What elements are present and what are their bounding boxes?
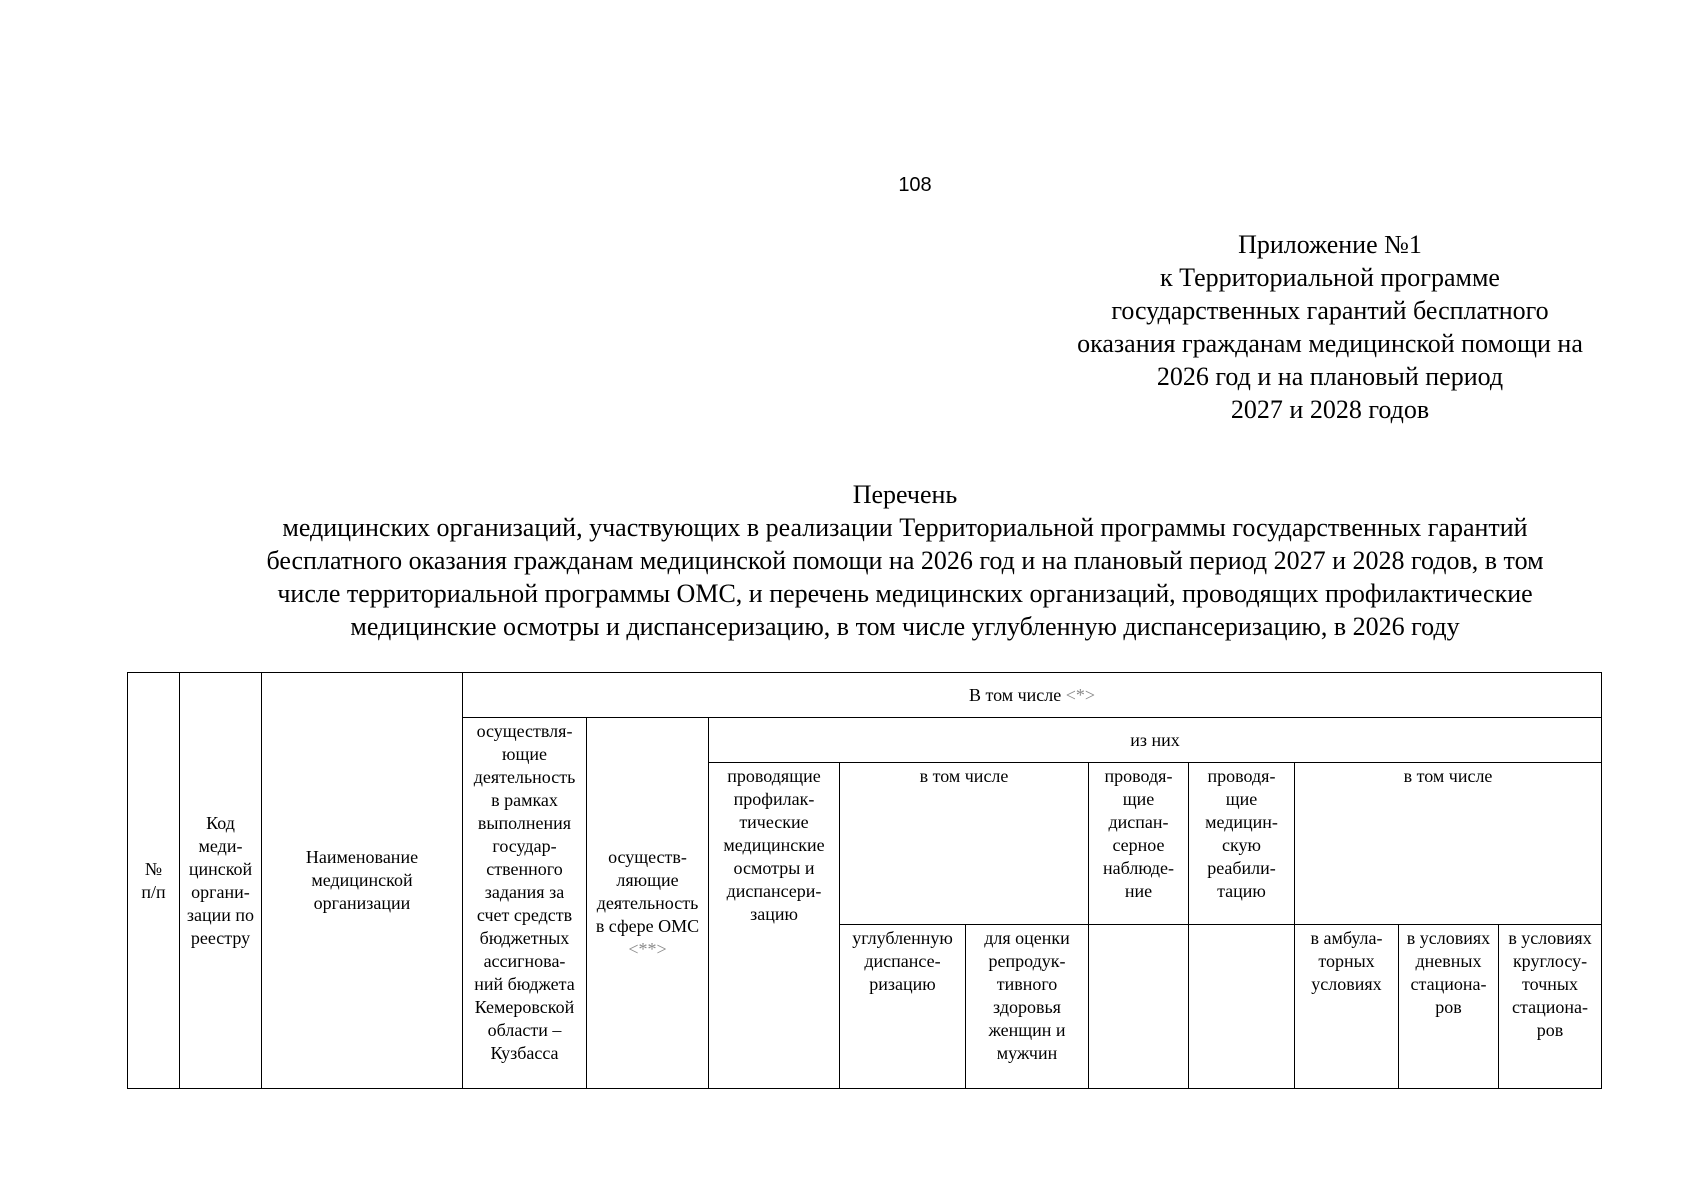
title-line: бесплатного оказания гражданам медицинской помощи на 2026 год и на плановый период 2027 и 2028 годов, в том — [266, 546, 1544, 575]
appendix-header — [1040, 228, 1620, 426]
header-code: Код меди- цинской органи- зации по реестру — [180, 673, 262, 1089]
page-number: 108 — [898, 174, 932, 196]
header-amb: в амбула- торных условиях — [1295, 925, 1399, 1089]
appendix-line: оказания гражданам медицинской помощи на — [1077, 329, 1583, 358]
title-line: медицинские осмотры и диспансеризацию, в том числе углубленную диспансеризацию, в 2026 году — [350, 612, 1460, 641]
appendix-line: 2026 год и на плановый период — [1156, 362, 1504, 391]
header-round: в условиях круглосу- точных стациона- ров — [1499, 925, 1602, 1089]
title-line: медицинских организаций, участвующих в реализации Территориальной программы государственных гарантий — [282, 513, 1528, 542]
header-num: № п/п — [128, 673, 180, 1089]
appendix-line: к Территориальной программе — [1160, 263, 1500, 292]
header-prof: проводящие профилак- тические медицинские осмотры и диспансери- зацию — [709, 763, 840, 1089]
appendix-line: 2027 и 2028 годов — [1230, 395, 1430, 424]
header-deep: углубленную диспансе- ризацию — [840, 925, 966, 1089]
title-heading: Перечень — [852, 480, 958, 509]
header-of-them: из них — [709, 718, 1602, 763]
appendix-line: государственных гарантий бесплатного — [1111, 296, 1549, 325]
organizations-table — [127, 672, 1602, 1089]
header-disp-empty — [1089, 925, 1189, 1089]
header-oms: осуществ- ляющие деятельность в сфере ОМС <**> — [587, 718, 709, 1089]
header-rehab-empty — [1189, 925, 1295, 1089]
header-day: в условиях дневных стациона- ров — [1399, 925, 1499, 1089]
footnote-marker: <**> — [628, 938, 667, 959]
header-repro: для оценки репродук- тивного здоровья женщин и мужчин — [966, 925, 1089, 1089]
header-budget: осуществля- ющие деятельность в рамках выполнения государ- ственного задания за счет средств бюджетных ассигнова- ний бюджета Кемеровской области – Кузбасса — [463, 718, 587, 1089]
document-title — [180, 478, 1630, 643]
header-disp: проводя- щие диспан- серное наблюде- ние — [1089, 763, 1189, 925]
footnote-marker: <*> — [1065, 684, 1096, 705]
header-including-sub2: в том числе — [1295, 763, 1602, 925]
header-rehab: проводя- щие медицин- скую реабили- тацию — [1189, 763, 1295, 925]
header-including: В том числе <*> — [463, 673, 1602, 718]
header-including-sub1: в том числе — [840, 763, 1089, 925]
appendix-line: Приложение №1 — [1238, 230, 1422, 259]
header-name: Наименование медицинской организации — [262, 673, 463, 1089]
title-line: числе территориальной программы ОМС, и перечень медицинских организаций, проводящих профилактические — [277, 579, 1533, 608]
